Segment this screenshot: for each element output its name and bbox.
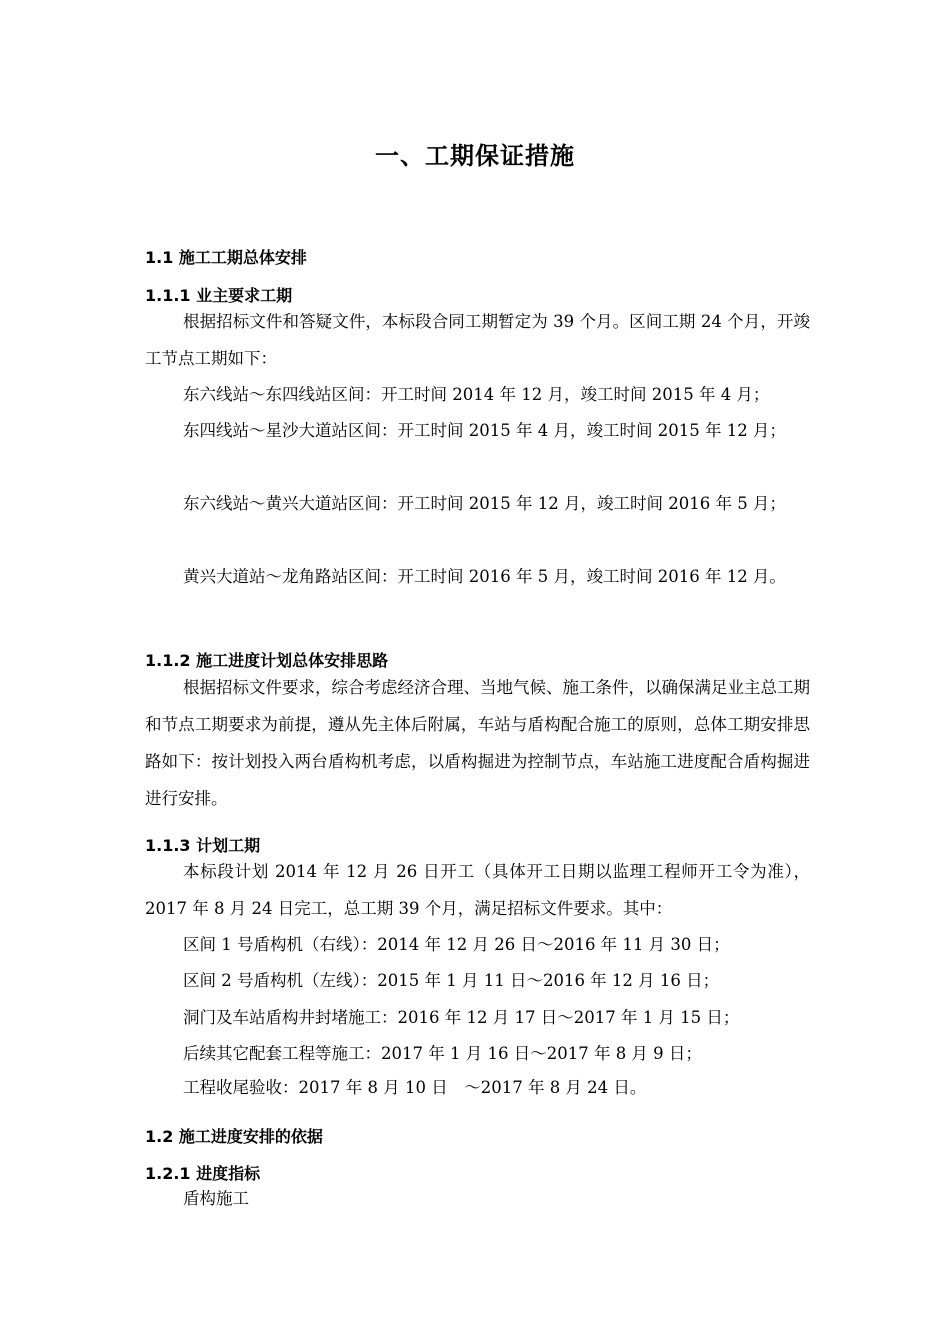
section-heading-1-1: 1.1 施工工期总体安排: [145, 248, 307, 267]
section-heading-1-1-2: 1.1.2 施工进度计划总体安排思路: [145, 651, 389, 670]
section-heading-1-1-1: 1.1.1 业主要求工期: [145, 286, 293, 305]
section-heading-1-2: 1.2 施工进度安排的依据: [145, 1127, 323, 1146]
paragraph-required-duration: 根据招标文件和答疑文件，本标段合同工期暂定为 39 个月。区间工期 24 个月，开竣工节点工期如下：: [145, 312, 810, 368]
schedule-item-1: 区间 1 号盾构机（右线）：2014 年 12 月 26 日～2016 年 11 月 30 日；: [183, 935, 730, 954]
page-title: 一、工期保证措施: [375, 142, 575, 170]
schedule-item-2: 区间 2 号盾构机（左线）：2015 年 1 月 11 日～2016 年 12 月 16 日；: [183, 971, 720, 990]
segment-line-1: 东六线站～东四线站区间：开工时间 2014 年 12 月，竣工时间 2015 年 4 月；: [183, 385, 770, 404]
paragraph-schedule-approach: 根据招标文件要求，综合考虑经济合理、当地气候、施工条件，以确保满足业主总工期和节点工期要求为前提，遵从先主体后附属，车站与盾构配合施工的原则，总体工期安排思路如下：按计划投入两台盾构机考虑，以盾构掘进为控制节点，车站施工进度配合盾构掘进进行安排。: [145, 678, 810, 808]
schedule-item-5: 工程收尾验收：2017 年 8 月 10 日 ～2017 年 8 月 24 日。: [183, 1078, 647, 1097]
schedule-item-4: 后续其它配套工程等施工：2017 年 1 月 16 日～2017 年 8 月 9 日；: [183, 1044, 702, 1063]
segment-line-4: 黄兴大道站～龙角路站区间：开工时间 2016 年 5 月，竣工时间 2016 年 12 月。: [183, 567, 786, 586]
paragraph-planned-duration: 本标段计划 2014 年 12 月 26 日开工（具体开工日期以监理工程师开工令为准），2017 年 8 月 24 日完工，总工期 39 个月，满足招标文件要求。其中：: [145, 862, 810, 918]
schedule-item-3: 洞门及车站盾构井封堵施工：2016 年 12 月 17 日～2017 年 1 月 15 日；: [183, 1008, 740, 1027]
segment-line-2: 东四线站～星沙大道站区间：开工时间 2015 年 4 月，竣工时间 2015 年 12 月；: [183, 421, 786, 440]
section-heading-1-2-1: 1.2.1 进度指标: [145, 1164, 261, 1183]
section-heading-1-1-3: 1.1.3 计划工期: [145, 836, 261, 855]
paragraph-shield-construction: 盾构施工: [183, 1189, 249, 1208]
segment-line-3: 东六线站～黄兴大道站区间：开工时间 2015 年 12 月，竣工时间 2016 年 5 月；: [183, 494, 786, 513]
